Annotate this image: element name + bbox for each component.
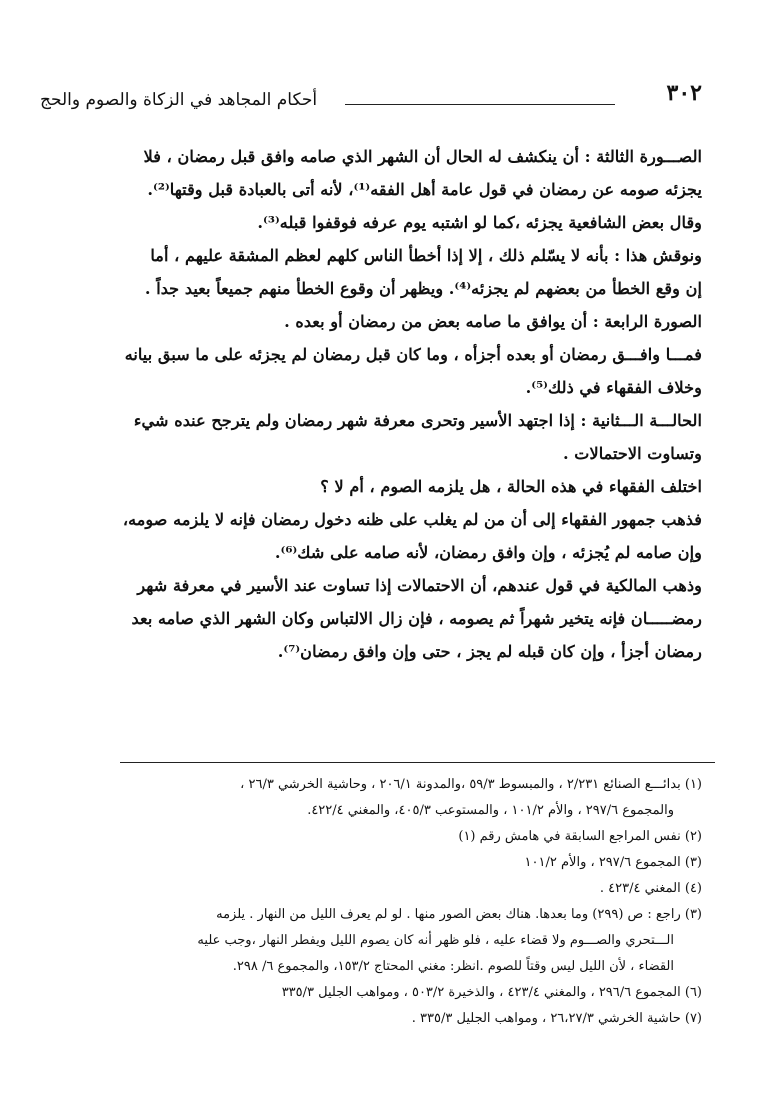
body-line: إن وقع الخطأ من بعضهم لم يجزئه⁽⁴⁾. ويظهر أن وقوع الخطأ منهم جميعاً بعيد جداً .: [144, 279, 702, 298]
footnote-line: (٣) راجع : ص (٢٩٩) وما بعدها. هناك بعض الصور منها . لو لم يعرف الليل من النهار . يلزمه: [216, 907, 702, 922]
page-number: ٣٠٢: [666, 80, 702, 106]
footnote-line: القضاء ، لأن الليل ليس وقتاً للصوم .انظر: مغني المحتاج ١٥٣/٢، والمجموع ٦/ ٢٩٨.: [232, 959, 674, 974]
footnote-line: (١) بدائـــع الصنائع ٢/٢٣١ ، والمبسوط ٥٩/٣ ،والمدونة ٢٠٦/١ ، وحاشية الخرشي ٢٦/٣ ،: [240, 777, 702, 792]
body-line: الصـــورة الثالثة : أن ينكشف له الحال أن الشهر الذي صامه وافق قبل رمضان ، فلا: [143, 147, 702, 166]
header-rule: [345, 104, 615, 105]
body-line: اختلف الفقهاء في هذه الحالة ، هل يلزمه الصوم ، أم لا ؟: [320, 477, 702, 496]
body-line: الحالـــة الـــثانية : إذا اجتهد الأسير وتحرى معرفة شهر رمضان ولم يترجح عنده شيء: [133, 411, 702, 430]
book-title: أحكام المجاهد في الزكاة والصوم والحج: [40, 90, 318, 110]
footnote-line: (٤) المغني ٤٢٣/٤ .: [599, 881, 702, 896]
body-line: وخلاف الفقهاء في ذلك⁽⁵⁾.: [525, 378, 702, 397]
body-line: الصورة الرابعة : أن يوافق ما صامه بعض من رمضان أو بعده .: [284, 312, 702, 331]
body-line: فذهب جمهور الفقهاء إلى أن من لم يغلب على ظنه دخول رمضان فإنه لا يلزمه صومه،: [122, 510, 702, 529]
body-line: وتساوت الاحتمالات .: [562, 444, 702, 463]
body-line: رمضان أجزأ ، وإن كان قبله لم يجز ، حتى وإن وافق رمضان⁽⁷⁾.: [277, 642, 702, 661]
footnote-line: (٢) نفس المراجع السابقة في هامش رقم (١): [458, 829, 702, 844]
body-text: [40, 140, 702, 668]
footnote-separator: [120, 762, 715, 763]
body-line: وإن صامه لم يُجزئه ، وإن وافق رمضان، لأنه صامه على شك⁽⁶⁾.: [274, 543, 702, 562]
footnote-line: (٧) حاشية الخرشي ٢٦،٢٧/٣ ، ومواهب الجليل ٣٣٥/٣ .: [411, 1011, 702, 1026]
body-line: رمضـــــان فإنه يتخير شهراً ثم يصومه ، فإن زال الالتباس وكان الشهر الذي صامه بعد: [131, 609, 702, 628]
body-line: فمـــا وافـــق رمضان أو بعده أجزأه ، وما كان قبل رمضان لم يجزئه على ما سبق بيانه: [124, 345, 702, 364]
footnote-line: (٦) المجموع ٢٩٦/٦ ، والمغني ٤٢٣/٤ ، والذخيرة ٥٠٣/٢ ، ومواهب الجليل ٣٣٥/٣: [281, 985, 702, 1000]
footnote-line: الـــتحري والصـــوم ولا قضاء عليه ، فلو ظهر أنه كان يصوم الليل ويفطر النهار ،وجب عليه: [197, 933, 674, 948]
footnote-line: (٣) المجموع ٢٩٧/٦ ، والأم ١٠١/٢: [524, 855, 702, 870]
body-line: وقال بعض الشافعية يجزئه ،كما لو اشتبه يوم عرفه فوقفوا قبله⁽³⁾.: [257, 213, 702, 232]
body-line: وذهب المالكية في قول عندهم، أن الاحتمالات إذا تساوت عند الأسير في معرفة شهر: [137, 576, 702, 595]
footnotes: [40, 772, 702, 1032]
body-line: يجزئه صومه عن رمضان في قول عامة أهل الفقه⁽¹⁾، لأنه أتى بالعبادة قبل وقتها⁽²⁾.: [147, 180, 702, 199]
page-header: [40, 80, 702, 124]
footnote-line: والمجموع ٢٩٧/٦ ، والأم ١٠١/٢ ، والمستوعب ٤٠٥/٣، والمغني ٤٢٢/٤.: [307, 803, 674, 818]
body-line: ونوقش هذا : بأنه لا يسّلم ذلك ، إلا إذا أخطأ الناس كلهم لعظم المشقة عليهم ، أما: [150, 246, 702, 265]
